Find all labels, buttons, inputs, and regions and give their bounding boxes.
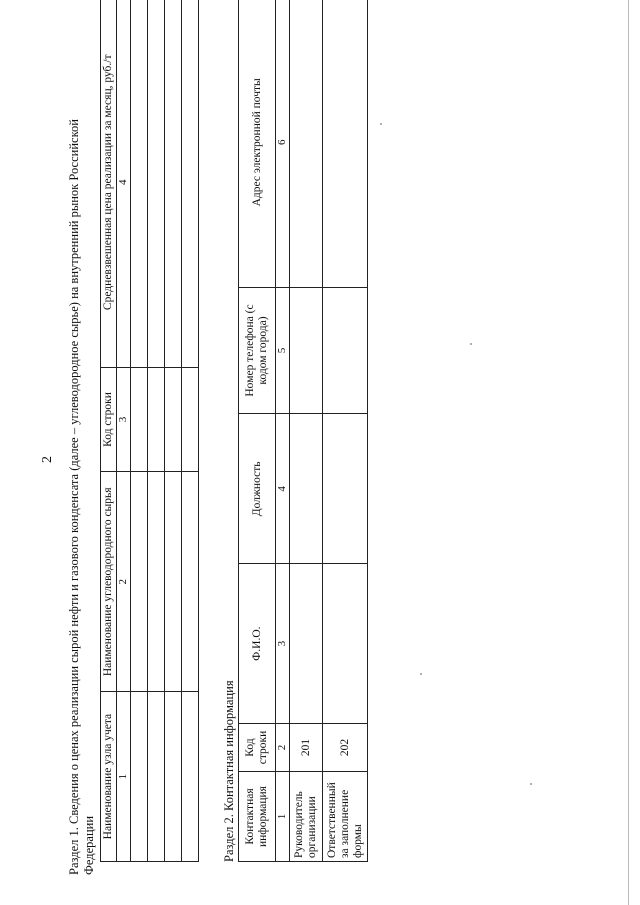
section1-title (67, 15, 97, 875)
section2-colnum: 5 (276, 287, 290, 414)
section2-table (238, 0, 368, 862)
empty-cell[interactable] (148, 0, 165, 367)
scan-speck (470, 343, 472, 345)
phone-cell[interactable] (323, 287, 368, 414)
empty-cell[interactable] (131, 367, 148, 472)
section2-header-position: Должность (239, 414, 276, 564)
empty-cell[interactable] (182, 0, 199, 367)
section2-colnum: 2 (276, 724, 290, 772)
section2-row-responsible (323, 0, 368, 862)
section1-empty-row (165, 0, 182, 862)
section1-title-line1: Раздел 1. Сведения о ценах реализации сырой нефти и газового конденсата (далее – углеводородное сырье) на внутренний рынок Российской (67, 119, 81, 875)
section2-colnum: 4 (276, 414, 290, 564)
section1-header-node: Наименование узла учета (101, 692, 117, 862)
section1-colnum: 2 (117, 472, 131, 692)
section2-header-email: Адрес электронной почты (239, 0, 276, 287)
empty-cell[interactable] (148, 692, 165, 862)
scan-speck (380, 123, 382, 125)
fio-cell[interactable] (290, 564, 323, 724)
section1-empty-row (182, 0, 199, 862)
empty-cell[interactable] (165, 367, 182, 472)
section2-header-phone: Номер телефона (с кодом города) (239, 287, 276, 414)
empty-cell[interactable] (165, 692, 182, 862)
empty-cell[interactable] (131, 0, 148, 367)
empty-cell[interactable] (148, 472, 165, 692)
section1-header-row-code: Код строки (101, 367, 117, 472)
empty-cell[interactable] (148, 367, 165, 472)
section1-colnum: 3 (117, 367, 131, 472)
empty-cell[interactable] (165, 0, 182, 367)
scan-speck (530, 783, 532, 785)
scan-edge-line (628, 0, 629, 905)
empty-cell[interactable] (165, 472, 182, 692)
section2-header-row-code: Код строки (239, 724, 276, 772)
section1-table (100, 0, 199, 862)
empty-cell[interactable] (182, 367, 199, 472)
section1-title-line2: Федерации (82, 815, 96, 875)
section2-colnum: 1 (276, 772, 290, 862)
section2-title: Раздел 2. Контактная информация (222, 680, 236, 862)
position-cell[interactable] (290, 414, 323, 564)
empty-cell[interactable] (131, 692, 148, 862)
fio-cell[interactable] (323, 564, 368, 724)
row-code-202: 202 (323, 724, 368, 772)
row-code-201: 201 (290, 724, 323, 772)
email-cell[interactable] (323, 0, 368, 287)
empty-cell[interactable] (182, 692, 199, 862)
row-label-responsible: Ответственный за заполнение формы (323, 772, 368, 862)
section2-header-row (239, 0, 276, 862)
section1-header-avg-price: Средневзвешенная цена реализации за месяц, руб./т (101, 0, 117, 367)
section1-empty-row (131, 0, 148, 862)
section1-header-row (101, 0, 117, 862)
section2-colnum: 6 (276, 0, 290, 287)
page-number: 2 (40, 456, 55, 463)
scan-speck (420, 673, 422, 675)
position-cell[interactable] (323, 414, 368, 564)
email-cell[interactable] (290, 0, 323, 287)
section1-empty-row (148, 0, 165, 862)
empty-cell[interactable] (131, 472, 148, 692)
section1-number-row (117, 0, 131, 862)
section2-header-contact: Контактная информация (239, 772, 276, 862)
section2-row-head (290, 0, 323, 862)
section1-colnum: 1 (117, 692, 131, 862)
section1-colnum: 4 (117, 0, 131, 367)
section2-colnum: 3 (276, 564, 290, 724)
row-label-head: Руководитель организации (290, 772, 323, 862)
section1-header-raw-name: Наименование углеводородного сырья (101, 472, 117, 692)
phone-cell[interactable] (290, 287, 323, 414)
section2-number-row (276, 0, 290, 862)
section2-header-fio: Ф.И.О. (239, 564, 276, 724)
empty-cell[interactable] (182, 472, 199, 692)
